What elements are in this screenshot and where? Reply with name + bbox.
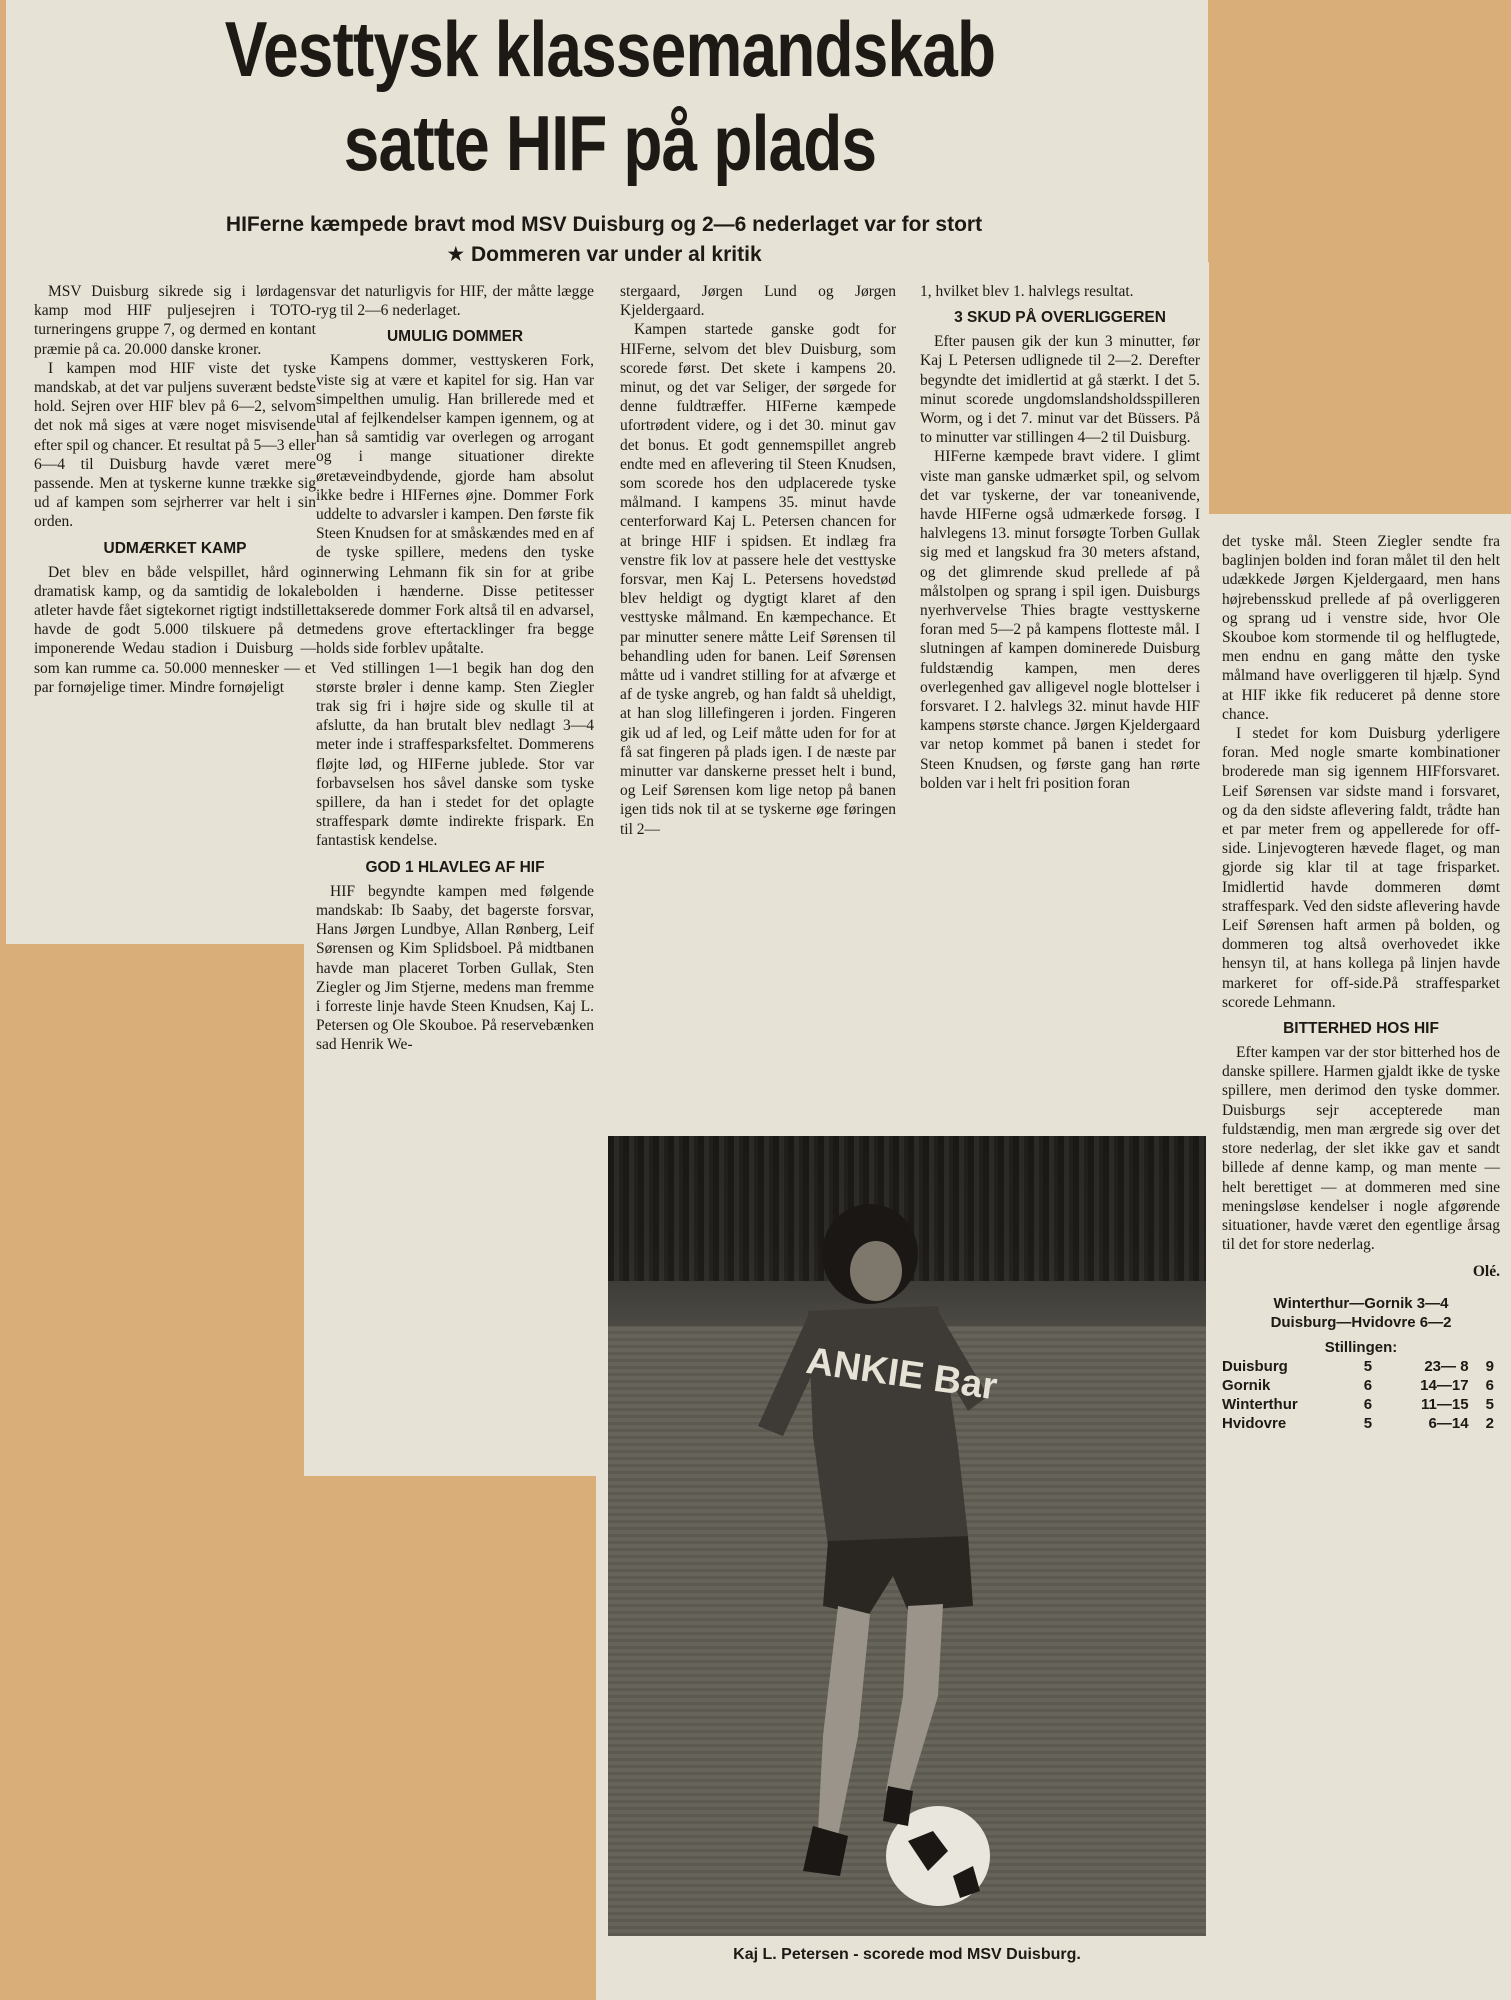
section-heading: GOD 1 HLAVLEG AF HIF: [365, 858, 545, 876]
player-figure: [608, 1136, 1206, 1936]
paragraph: MSV Duisburg sikrede sig i lørdagens kamp mod HIF puljesejren i TOTO-turneringens gruppe 7, og dermed en kontant præmie på ca. 20.000 danske kroner.: [34, 283, 316, 358]
team-name: Hvidovre: [1222, 1414, 1287, 1432]
paragraph: Kampens dommer, vesttyskeren Fork, viste sig at være et kapitel for sig. Han var simpelthen umulig. Han brillerede med et utal af fejlkendelser kampen igennem, og at han så samtidig var overlegen og arrogant og i mange situationer direkte øretæveindbydende, gjorde ham absolut ikke bedre i HIFernes øjne. Dommer Fork uddelte to advarsler i kampen. Den første fik Steen Knudsen for at småskændes med en af de tyske spillere, medens den tyske innerwing Lehmann fik sin for at gribe bolden i hænderne. Disse petitesser takserede dommer Fork altså til en advarsel, medens grove eftertacklinger fra begge holds side forblev upåtalte.: [316, 352, 594, 658]
standings-title: Stillingen:: [1324, 1338, 1398, 1356]
points: 9: [1485, 1357, 1494, 1375]
subheadline: HIFerne kæmpede bravt mod MSV Duisburg og 2—6 nederlaget var for stort: [225, 213, 983, 236]
paragraph: Kampen startede ganske godt for HIFerne, selvom det blev Duisburg, som scorede først. Det skete i kampens 20. minut, og det var Seliger, der sørgede for denne fuldtræffer. HIFerne kæmpede ufortrødent videre, og i det 30. minut gav det bonus. Et godt gennemspillet angreb endte med en aflevering til Steen Knudsen, som scorede hos den udplacerede tyske målmand. I kampens 35. minut havde centerforward Kaj L. Petersen chancen for at bringe HIF i spidsen. Et indlæg fra venstre fik lov at passere hele det vesttyske forsvar, men Kaj L. Petersens hovedstød blev heldigt og dygtigt klaret af den vesttyske målmand. En kæmpechance. Et par minutter senere måtte Leif Sørensen til behandling uden for banen. Leif Sørensen måtte ud i vandret stilling for at afværge et af de tyske angreb, og han faldt så uheldigt, at han slog lillefingeren i jorden. Fingeren gik ud af led, og Leif måtte uden for for at få sat fingeren på plads igen. I de næste par minutter var danskerne presset helt i bund, og Leif Sørensen kom lige netop på banen igen tids nok til at se tyskerne øge føringen til 2—: [620, 321, 896, 838]
paragraph: Efter pausen gik der kun 3 minutter, før Kaj L Petersen udlignede til 2—2. Derefter begyndte det imidlertid at gå stærkt. I det 5. minut scorede ungdomslandsholdsspilleren Worm, og i det 7. minut var det Büssers. På to minutter var stillingen 4—2 til Duisburg.: [920, 333, 1200, 447]
paragraph: Ved stillingen 1—1 begik han dog den største brøler i denne kamp. Sten Ziegler trak sig fri i højre side og skulle til at afslutte, da han brutalt blev nedlagt 3—4 meter inde i straffesparksfeltet. Dommerens fløjte lød, og HIFerne jublede. Stor var forbavselsen hos såvel danske som tyske spillere, da han i stedet for det oplagte straffespark dømte indirekte frispark. En fantastisk kendelse.: [316, 659, 594, 850]
paragraph: Efter kampen var der stor bitterhed hos de danske spillere. Harmen gjaldt ikke de tyske spillere, men derimod den tyske dommer. Duisburgs sejr accepterede man fuldstændig, men man ærgrede sig over det store nederlag, der slet ikke gav et sandt billede af denne kamp, og man mente — helt berettiget — at dommeren med sine meningsløse kendelser i nogle afgørende situationer, havde været den egentlige årsag til det for store nederlag.: [1222, 1044, 1500, 1254]
paragraph: I kampen mod HIF viste det tyske mandskab, at det var puljens suverænt bedste hold. Sejren over HIF blev på 6—2, selvom det nok må siges at være noget misvisende efter spil og chancer. Et resultat på 5—3 eller 6—4 til Duisburg havde været mere passende. Men at tyskerne kunne trække sig ud af kampen som sejrherrer var helt i sin orden.: [34, 359, 316, 531]
standings-table: [1222, 1357, 1500, 1433]
paragraph: HIFerne kæmpede bravt videre. I glimt viste man ganske udmærket spil, og selvom det var tyskerne, der var toneanivende, havde HIFerne også udmærkede forsøg. I halvlegens 13. minut forsøgte Torben Gullak sig med et langskud fra 30 meters afstand, og det glimrende skud prellede af på målstolpen og sprang i spil igen. Duisburgs nyerhvervelse Thies bragte vesttyskerne foran med 5—2 på kampens flotteste mål. I slutningen af kampen dominerede Duisburg fuldstændig kampen, men deres overlegenhed gav alligevel nogle blottelser i forsvaret. I 2. halvlegs 32. minut havde HIF kampens største chance. Jørgen Kjeldergaard var netop kommet på banen i stedet for Steen Knudsen, og første gang han rørte bolden var i helt fri position foran: [920, 448, 1200, 792]
headline-line-2: satte HIF på plads: [343, 99, 877, 187]
table-row: [1222, 1357, 1500, 1376]
section-heading: 3 SKUD PÅ OVERLIGGEREN: [954, 309, 1166, 327]
points: 6: [1485, 1376, 1494, 1394]
article-column-2: [316, 282, 594, 1055]
football-player-photo: [608, 1136, 1206, 1936]
paragraph: HIF begyndte kampen med følgende mandskab: Ib Saaby, det bagerste forsvar, Hans Jørgen Lundbye, Allan Rønberg, Leif Sørensen og Kim Splidsboel. På midtbanen havde man placeret Torben Gullak, Sten Ziegler og Jim Stjerne, medens man fremme i forreste linje havde Steen Knudsen, Kaj L. Petersen og Ole Skouboe. På reservebænken sad Henrik We-: [316, 882, 594, 1054]
kicker: ★ Dommeren var under al kritik: [446, 243, 762, 266]
table-row: [1222, 1395, 1500, 1414]
points: 2: [1485, 1414, 1494, 1432]
goal-score: 6—14: [1428, 1414, 1469, 1432]
games-played: 6: [1363, 1395, 1373, 1413]
section-heading: UDMÆRKET KAMP: [103, 539, 247, 557]
paragraph: var det naturligvis for HIF, der måtte lægge ryg til 2—6 nederlaget.: [316, 283, 594, 320]
article-column-5: [1222, 532, 1500, 1433]
table-row: [1222, 1414, 1500, 1433]
headline: [167, 2, 1053, 190]
photo-caption: Kaj L. Petersen - scorede mod MSV Duisburg.: [733, 1946, 1081, 1963]
article-column-1: [34, 282, 316, 697]
jersey-lettering: ANKIE Bar: [803, 1339, 1000, 1409]
headline-line-1: Vesttysk klassemandskab: [224, 5, 996, 93]
results-box: [1222, 1294, 1500, 1433]
games-played: 5: [1363, 1414, 1373, 1432]
paragraph: I stedet for kom Duisburg yderligere foran. Med nogle smarte kombinationer broderede man sig igennem HIFforsvaret. Leif Sørensen var sidste mand i forsvaret, og da den sidste aflevering faldt, trådte han et par meter frem og appellerede for off-side. Linjevogteren hævede flaget, og man gjorde sig klar til at tage frisparket. Imidlertid havde dommeren dømt straffespark. Ved den sidste aflevering havde Leif Sørensen haft armen på bolden, og dommeren tog altså overhovedet ikke hensyn til, at hans kollega på linjen havde markeret for off-side.På straffesparket scorede Lehmann.: [1222, 725, 1500, 1011]
games-played: 5: [1363, 1357, 1373, 1375]
article-column-3: [620, 282, 896, 839]
team-name: Duisburg: [1222, 1357, 1288, 1375]
paragraph: Det blev en både velspillet, hård og dramatisk kamp, og da samtidig de lokale atleter havde fået sigtekornet rigtigt indstillet havde de godt 5.000 tilskuere på det imponerende Wedau stadion i Duisburg — som kan rumme ca. 50.000 mennesker — et par fornøjelige timer. Mindre fornøjeligt: [34, 563, 316, 696]
goal-score: 23— 8: [1424, 1357, 1469, 1375]
match-result: Duisburg—Hvidovre 6—2: [1270, 1313, 1452, 1331]
goal-score: 14—17: [1420, 1376, 1469, 1394]
paragraph: stergaard, Jørgen Lund og Jørgen Kjeldergaard.: [620, 283, 896, 320]
points: 5: [1485, 1395, 1494, 1413]
goal-score: 11—15: [1421, 1395, 1469, 1413]
section-heading: UMULIG DOMMER: [386, 328, 524, 346]
team-name: Winterthur: [1222, 1395, 1298, 1413]
team-name: Gornik: [1222, 1376, 1271, 1394]
match-result: Winterthur—Gornik 3—4: [1273, 1294, 1449, 1312]
paragraph: 1, hvilket blev 1. halvlegs resultat.: [920, 283, 1134, 300]
table-row: [1222, 1376, 1500, 1395]
paragraph: det tyske mål. Steen Ziegler sendte fra baglinjen bolden ind foran målet til den helt udækkede Jørgen Kjeldergaard, men hans højrebensskud prellede af på overliggeren og sprang ud i venstre side, hvor Ole Skouboe kom stormende til og helflugtede, men endnu en gang måtte den tyske målmand have overliggeren til hjælp. Synd at HIF ikke fik reduceret på denne store chance.: [1222, 533, 1500, 723]
section-heading: BITTERHED HOS HIF: [1283, 1020, 1439, 1038]
games-played: 6: [1363, 1376, 1373, 1394]
author-signoff: Olé.: [1472, 1263, 1500, 1281]
clipping-column2-lower-paper: [304, 1128, 600, 1476]
article-column-4: [920, 282, 1200, 793]
